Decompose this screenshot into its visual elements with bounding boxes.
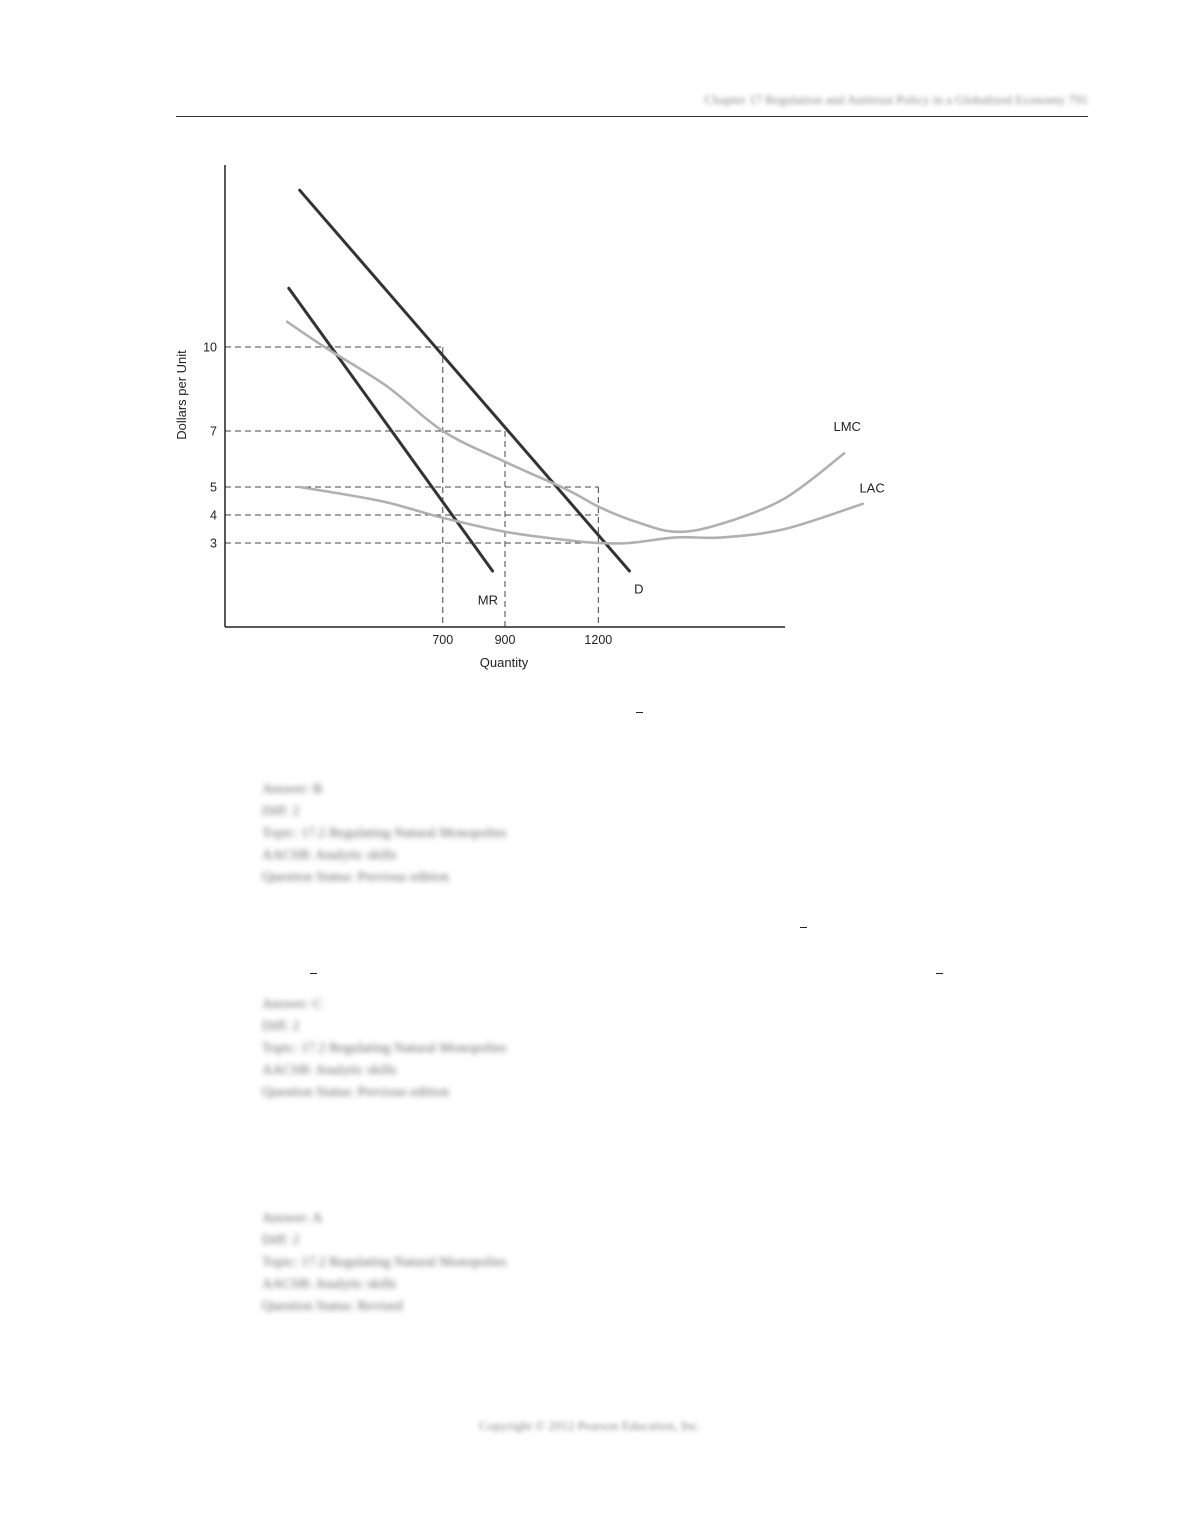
x-tick-label: 900 [494,633,516,647]
answer-line: Diff: 2 [262,1233,300,1248]
answer-block-3 [262,1208,506,1318]
x-tick-label: 1200 [584,633,613,647]
cost-curves-chart [160,150,885,690]
curve-labels [478,419,885,608]
answer-line: Answer: A [262,1211,323,1226]
answer-line: AACSB: Analytic skills [262,848,397,863]
answer-line: Topic: 17.2 Regulating Natural Monopolies [262,1041,507,1056]
y-tick-label: 5 [210,480,217,495]
y-tick-label: 7 [210,424,217,439]
axes [225,165,785,627]
tick-labels [203,341,612,648]
blank-dash [636,712,643,713]
answer-block-1 [262,779,506,889]
answer-line: AACSB: Analytic skills [262,1063,397,1078]
answer-line: Diff: 2 [262,1019,300,1034]
curves [287,190,863,571]
y-tick-label: 10 [203,340,217,355]
answer-line: Diff: 2 [262,804,300,819]
answer-line: Question Status: Previous edition [262,1085,450,1100]
curve-label-lmc: LMC [833,419,861,434]
blank-dash [936,973,943,974]
x-tick-label: 700 [432,633,454,647]
header-text: Chapter 17 Regulation and Antitrust Policy in a Globalized Economy 791 [704,92,1088,107]
footer-text: Copyright © 2012 Pearson Education, Inc. [479,1418,701,1433]
blank-dash [800,927,807,928]
blank-dash [310,973,317,974]
reference-lines [225,347,598,627]
answer-line: Question Status: Revised [262,1299,403,1314]
answer-line: Question Status: Previous edition [262,870,450,885]
curve-d [300,190,630,571]
page-footer [0,1418,1180,1434]
curve-mr [289,288,493,571]
page-header [176,88,1088,117]
answer-line: Topic: 17.2 Regulating Natural Monopolies [262,1255,507,1270]
x-axis-label: Quantity [479,655,529,670]
answer-line: Answer: C [262,997,323,1012]
y-tick-label: 3 [210,536,217,551]
answer-line: AACSB: Analytic skills [262,1277,397,1292]
answer-line: Topic: 17.2 Regulating Natural Monopolies [262,826,507,841]
curve-label-mr: MR [477,592,498,608]
curve-label-d: D [634,581,644,597]
y-axis-label: Dollars per Unit [174,350,189,440]
y-tick-label: 4 [210,508,217,523]
answer-line: Answer: B [262,782,323,797]
curve-label-lac: LAC [859,480,885,496]
answer-block-2 [262,994,506,1104]
